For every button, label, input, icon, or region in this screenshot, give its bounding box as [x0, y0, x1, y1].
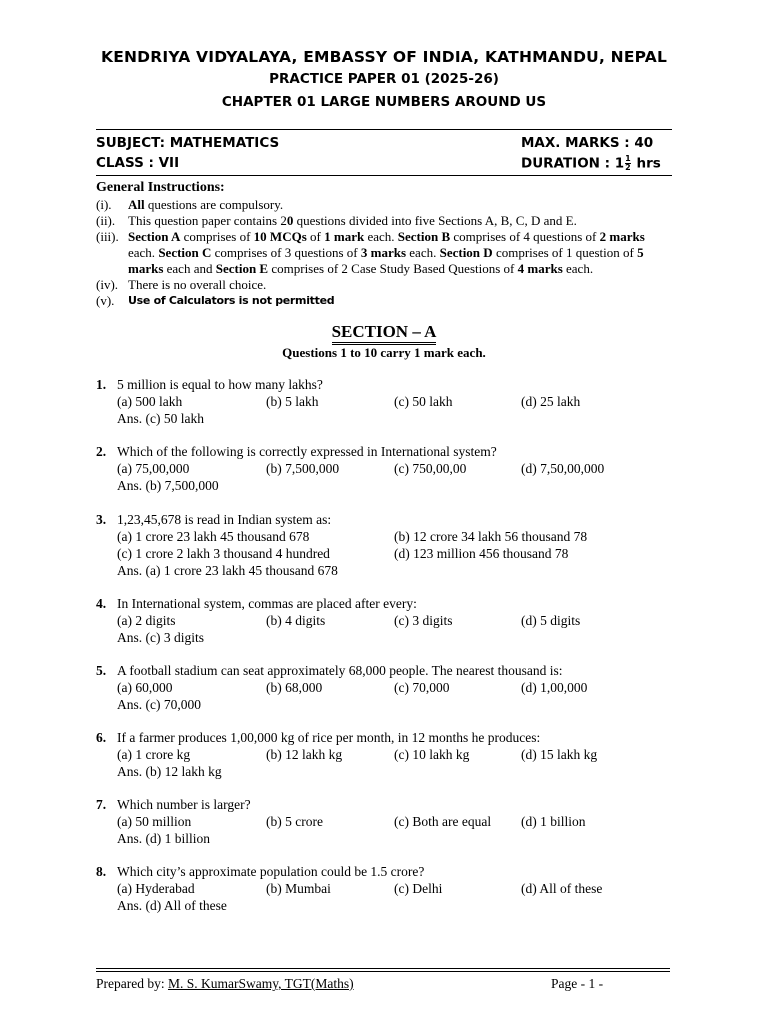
footer-rule [96, 968, 670, 969]
question-6: 6. If a farmer produces 1,00,000 kg of rice per month, in 12 months he produces: (a) 1 crore kg (b) 12 lakh kg (c) 10 lakh kg (d) 15 lakh kg Ans. (b) 12 lakh kg [96, 730, 598, 779]
section-subtitle: Questions 1 to 10 carry 1 mark each. [282, 345, 486, 360]
answer: Ans. (c) 50 lakh [117, 411, 204, 426]
question-4: 4. In International system, commas are placed after every: (a) 2 digits (b) 4 digits (c) 3 digits (d) 5 digits Ans. (c) 3 digits [96, 596, 581, 645]
option-a: (a) 75,00,000 [117, 461, 190, 476]
option-d: (d) 15 lakh kg [521, 747, 598, 762]
duration-suffix: hrs [636, 155, 661, 172]
option-d: (d) 1,00,000 [521, 680, 588, 695]
option-b: (b) 7,500,000 [266, 461, 340, 476]
option-a: (a) 60,000 [117, 680, 173, 695]
option-d: (d) 1 billion [521, 814, 586, 829]
option-c: (c) 70,000 [394, 680, 450, 695]
option-c: (c) 10 lakh kg [394, 747, 470, 762]
instruction-item: (ii). This question paper contains 20 questions divided into five Sections A, B, C, D and E. [96, 213, 577, 228]
option-b: (b) 5 crore [266, 814, 323, 829]
answer: Ans. (d) 1 billion [117, 831, 210, 846]
school-title: KENDRIYA VIDYALAYA, EMBASSY OF INDIA, KATHMANDU, NEPAL [100, 48, 668, 66]
subject-label: SUBJECT: MATHEMATICS [96, 135, 280, 151]
answer: Ans. (c) 3 digits [117, 630, 204, 645]
question-8: 8. Which city’s approximate population could be 1.5 crore? (a) Hyderabad (b) Mumbai (c) Delhi (d) All of these Ans. (d) All of these [96, 864, 603, 913]
option-b: (b) 68,000 [266, 680, 323, 695]
option-a: (a) 500 lakh [117, 394, 183, 409]
question-1: 1. 5 million is equal to how many lakhs? (a) 500 lakh (b) 5 lakh (c) 50 lakh (d) 25 lakh Ans. (c) 50 lakh [96, 377, 581, 426]
instruction-item: (iv). There is no overall choice. [96, 277, 267, 292]
footer-prepared-by: Prepared by: M. S. KumarSwamy, TGT(Maths) [96, 976, 354, 991]
page-number: Page - 1 - [551, 976, 604, 991]
option-c: (c) Both are equal [394, 814, 492, 829]
instruction-item: (i). All questions are compulsory. [96, 197, 284, 212]
option-d: (d) 5 digits [521, 613, 581, 628]
question-5: 5. A football stadium can seat approximately 68,000 people. The nearest thousand is: (a) 60,000 (b) 68,000 (c) 70,000 (d) 1,00,000 Ans. (c) 70,000 [96, 663, 588, 712]
instruction-item: (v). Use of Calculators is not permitted [96, 293, 335, 308]
header-rule-bottom [96, 175, 672, 176]
answer: Ans. (b) 12 lakh kg [117, 764, 222, 779]
option-c: (c) Delhi [394, 881, 443, 896]
answer: Ans. (c) 70,000 [117, 697, 201, 712]
option-b: (b) 12 crore 34 lakh 56 thousand 78 [394, 529, 588, 544]
option-d: (d) 7,50,00,000 [521, 461, 605, 476]
section-title: SECTION – A [0, 322, 768, 342]
chapter-title: CHAPTER 01 LARGE NUMBERS AROUND US [221, 94, 547, 110]
option-a: (a) 50 million [117, 814, 192, 829]
option-c: (c) 750,00,00 [394, 461, 467, 476]
option-c: (c) 3 digits [394, 613, 453, 628]
duration-label [521, 155, 661, 172]
instructions-title: General Instructions: [96, 180, 225, 195]
answer: Ans. (a) 1 crore 23 lakh 45 thousand 678 [117, 563, 338, 578]
class-label: CLASS : VII [96, 155, 180, 171]
question-3: 3. 1,23,45,678 is read in Indian system as: (a) 1 crore 23 lakh 45 thousand 678 (b) 12 crore 34 lakh 56 thousand 78 (c) 1 crore 2 lakh 3 thousand 4 hundred (d) 123 million 456 thousand 78 Ans. (a) 1 crore 23 lakh 45 thousand 678 [96, 512, 588, 578]
option-d: (d) 25 lakh [521, 394, 581, 409]
author-name: M. S. KumarSwamy, TGT(Maths) [167, 976, 354, 991]
option-a: (a) 1 crore 23 lakh 45 thousand 678 [117, 529, 310, 544]
answer: Ans. (b) 7,500,000 [117, 478, 219, 493]
option-a: (a) Hyderabad [117, 881, 195, 896]
option-c: (c) 1 crore 2 lakh 3 thousand 4 hundred [117, 546, 330, 561]
question-2: 2. Which of the following is correctly expressed in International system? (a) 75,00,000 (b) 7,500,000 (c) 750,00,00 (d) 7,50,00,000 Ans. (b) 7,500,000 [96, 444, 605, 493]
duration-fraction: $\frac{1}{2}$ [625, 154, 631, 172]
paper-title: PRACTICE PAPER 01 (2025-26) [269, 71, 499, 87]
header-rule-top [96, 129, 672, 130]
option-d: (d) 123 million 456 thousand 78 [394, 546, 569, 561]
answer: Ans. (d) All of these [117, 898, 227, 913]
option-b: (b) 12 lakh kg [266, 747, 343, 762]
option-a: (a) 1 crore kg [117, 747, 191, 762]
option-d: (d) All of these [521, 881, 603, 896]
option-a: (a) 2 digits [117, 613, 176, 628]
option-b: (b) 4 digits [266, 613, 326, 628]
question-7: 7. Which number is larger? (a) 50 million (b) 5 crore (c) Both are equal (d) 1 billion Ans. (d) 1 billion [96, 797, 586, 846]
footer-rule [96, 971, 670, 972]
option-c: (c) 50 lakh [394, 394, 453, 409]
instruction-item: (iii). Section A comprises of 10 MCQs of 1 mark each. Section B comprises of 4 questions of 2 marks each. Section C comprises of 3 questions of 3 marks each. Section D comprises of 1 question of 5 marks each and Section E comprises of 2 Case Study Based Questions of 4 marks each. [96, 229, 645, 276]
option-b: (b) Mumbai [266, 881, 331, 896]
max-marks-label: MAX. MARKS : 40 [521, 135, 654, 151]
duration-prefix: DURATION : 1 [521, 155, 625, 172]
option-b: (b) 5 lakh [266, 394, 319, 409]
